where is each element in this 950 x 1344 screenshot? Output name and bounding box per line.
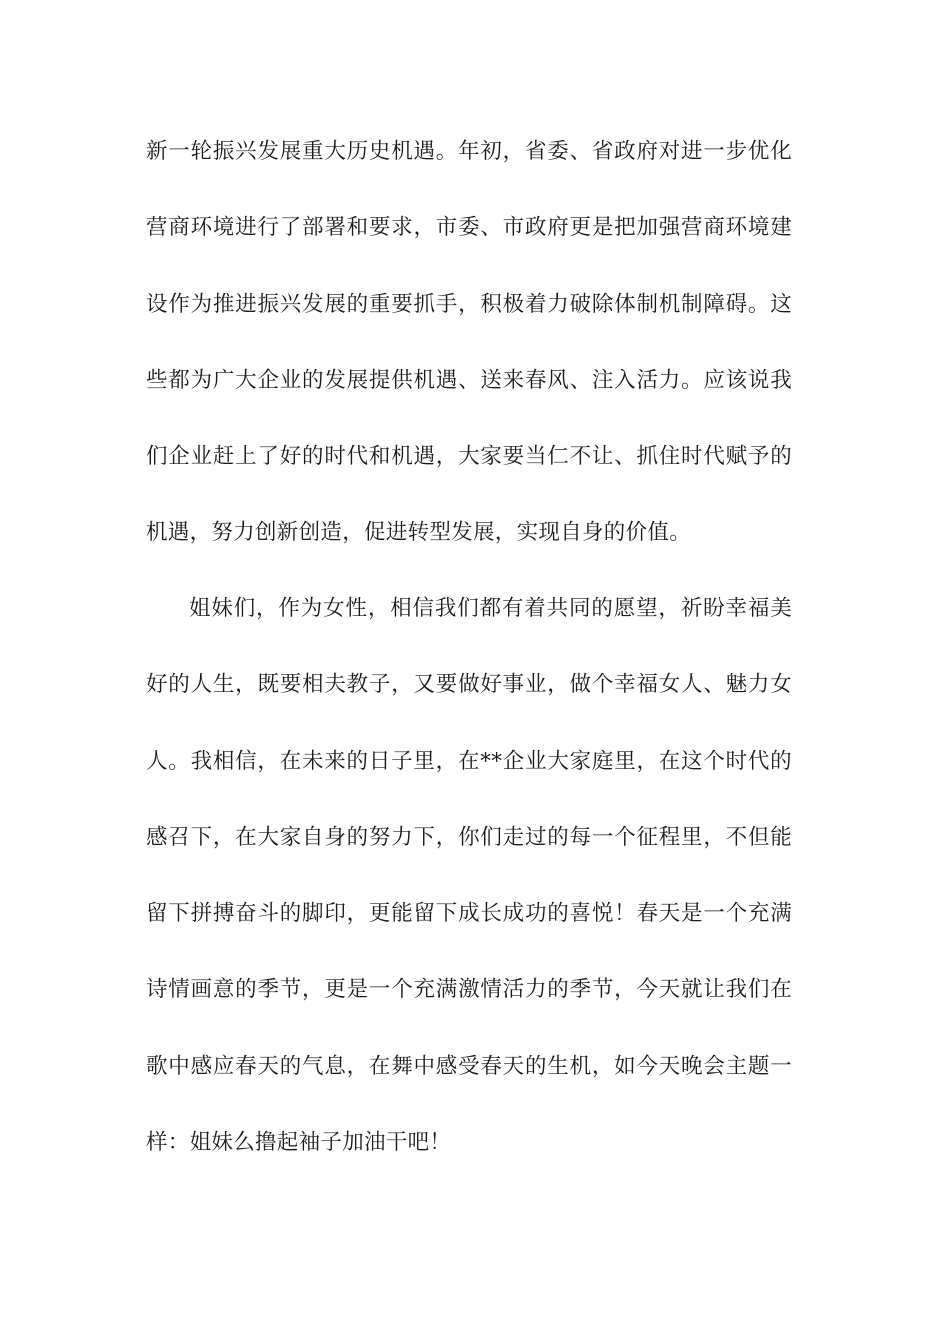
text-line: 新一轮振兴发展重大历史机遇。年初，省委、省政府对进一步优化 xyxy=(146,139,792,164)
text-line: 姐妹们，作为女性，相信我们都有着共同的愿望，祈盼幸福美 xyxy=(189,596,792,621)
text-line: 歌中感应春天的气息，在舞中感受春天的生机，如今天晚会主题一 xyxy=(146,1053,792,1079)
text-line: 机遇，努力创新创造，促进转型发展，实现自身的价值。 xyxy=(146,520,692,546)
text-line: 样：姐妹么撸起袖子加油干吧！ xyxy=(146,1130,452,1156)
text-line: 人。我相信，在未来的日子里，在**企业大家庭里，在这个时代的 xyxy=(146,748,792,774)
text-line: 感召下，在大家自身的努力下，你们走过的每一个征程里，不但能 xyxy=(146,824,792,850)
text-line: 诗情画意的季节，更是一个充满激情活力的季节，今天就让我们在 xyxy=(146,977,792,1003)
text-line: 好的人生，既要相夫教子，又要做好事业，做个幸福女人、魅力女 xyxy=(146,672,792,698)
text-line: 营商环境进行了部署和要求，市委、市政府更是把加强营商环境建 xyxy=(146,215,792,241)
text-line: 设作为推进振兴发展的重要抓手，积极着力破除体制机制障碍。这 xyxy=(146,291,792,317)
paragraph-2 xyxy=(146,587,792,1197)
paragraph-1 xyxy=(146,130,792,588)
text-line: 们企业赶上了好的时代和机遇，大家要当仁不让、抓住时代赋予的 xyxy=(146,444,792,470)
text-line: 留下拼搏奋斗的脚印，更能留下成长成功的喜悦！春天是一个充满 xyxy=(146,901,792,927)
text-line: 些都为广大企业的发展提供机遇、送来春风、注入活力。应该说我 xyxy=(146,367,792,393)
